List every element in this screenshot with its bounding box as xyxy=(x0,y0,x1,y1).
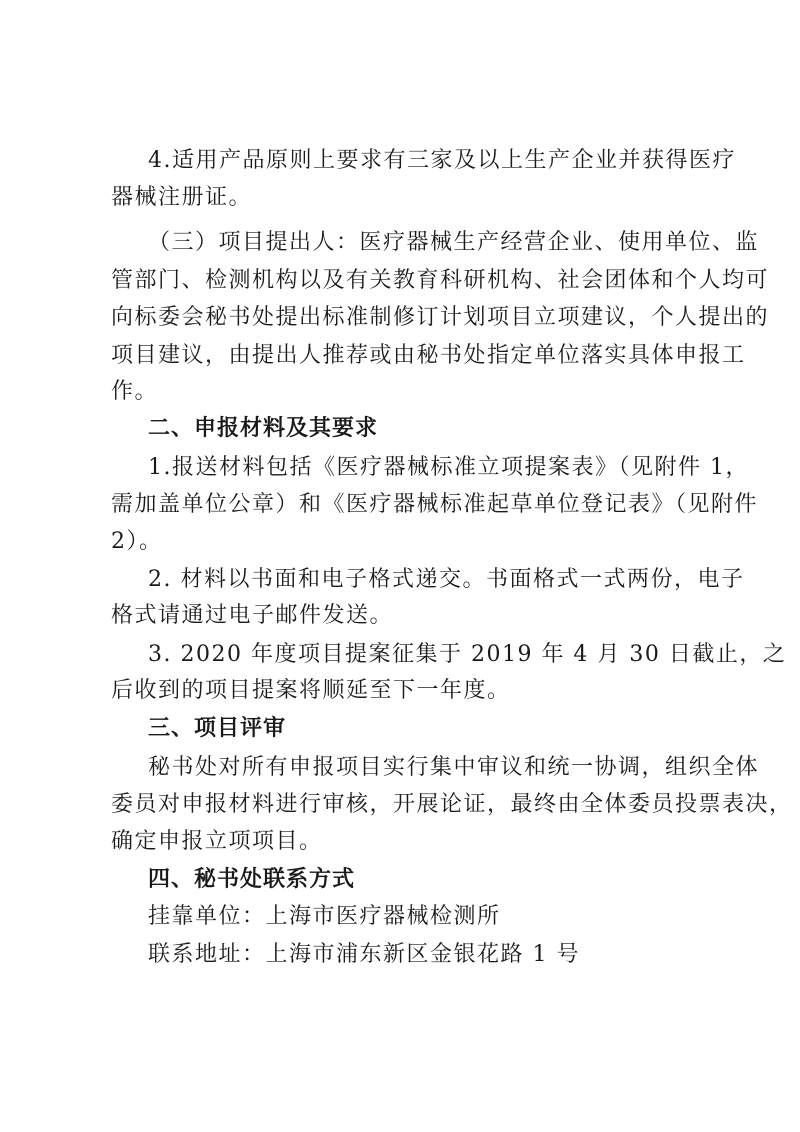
paragraph-line: 3. 2020 年度项目提案征集于 2019 年 4 月 30 日截止，之 xyxy=(148,642,787,667)
paragraph-line: 后收到的项目提案将顺延至下一年度。 xyxy=(111,678,511,703)
paragraph-line: 向标委会秘书处提出标准制修订计划项目立项建议，个人提出的 xyxy=(111,305,770,330)
paragraph-line: 委员对申报材料进行审核，开展论证，最终由全体委员投票表决， xyxy=(111,792,793,817)
section-heading: 四、秘书处联系方式 xyxy=(148,867,356,892)
paragraph-line: 项目建议，由提出人推荐或由秘书处指定单位落实具体申报工 xyxy=(111,343,746,368)
paragraph-line: 4.适用产品原则上要求有三家及以上生产企业并获得医疗 xyxy=(148,148,736,173)
paragraph-line: 2. 材料以书面和电子格式递交。书面格式一式两份，电子 xyxy=(148,567,745,592)
paragraph-line: 1.报送材料包括《医疗器械标准立项提案表》（见附件 1， xyxy=(148,455,749,480)
paragraph-line: 管部门、检测机构以及有关教育科研机构、社会团体和个人均可 xyxy=(111,268,770,293)
paragraph-line: 2）。 xyxy=(111,529,163,554)
section-heading: 二、申报材料及其要求 xyxy=(148,416,379,441)
paragraph-line: 作。 xyxy=(111,379,159,404)
section-heading: 三、项目评审 xyxy=(148,716,287,741)
contact-unit: 挂靠单位：上海市医疗器械检测所 xyxy=(148,904,501,929)
paragraph-line: 器械注册证。 xyxy=(111,185,253,210)
paragraph-line: 格式请通过电子邮件发送。 xyxy=(111,603,394,628)
paragraph-line: （三）项目提出人：医疗器械生产经营企业、使用单位、监 xyxy=(148,230,760,255)
paragraph-line: 确定申报立项项目。 xyxy=(111,829,323,854)
paragraph-line: 需加盖单位公章）和《医疗器械标准起草单位登记表》（见附件 xyxy=(111,492,759,517)
contact-address: 联系地址：上海市浦东新区金银花路 1 号 xyxy=(148,942,580,967)
paragraph-line: 秘书处对所有申报项目实行集中审议和统一协调，组织全体 xyxy=(148,755,760,780)
